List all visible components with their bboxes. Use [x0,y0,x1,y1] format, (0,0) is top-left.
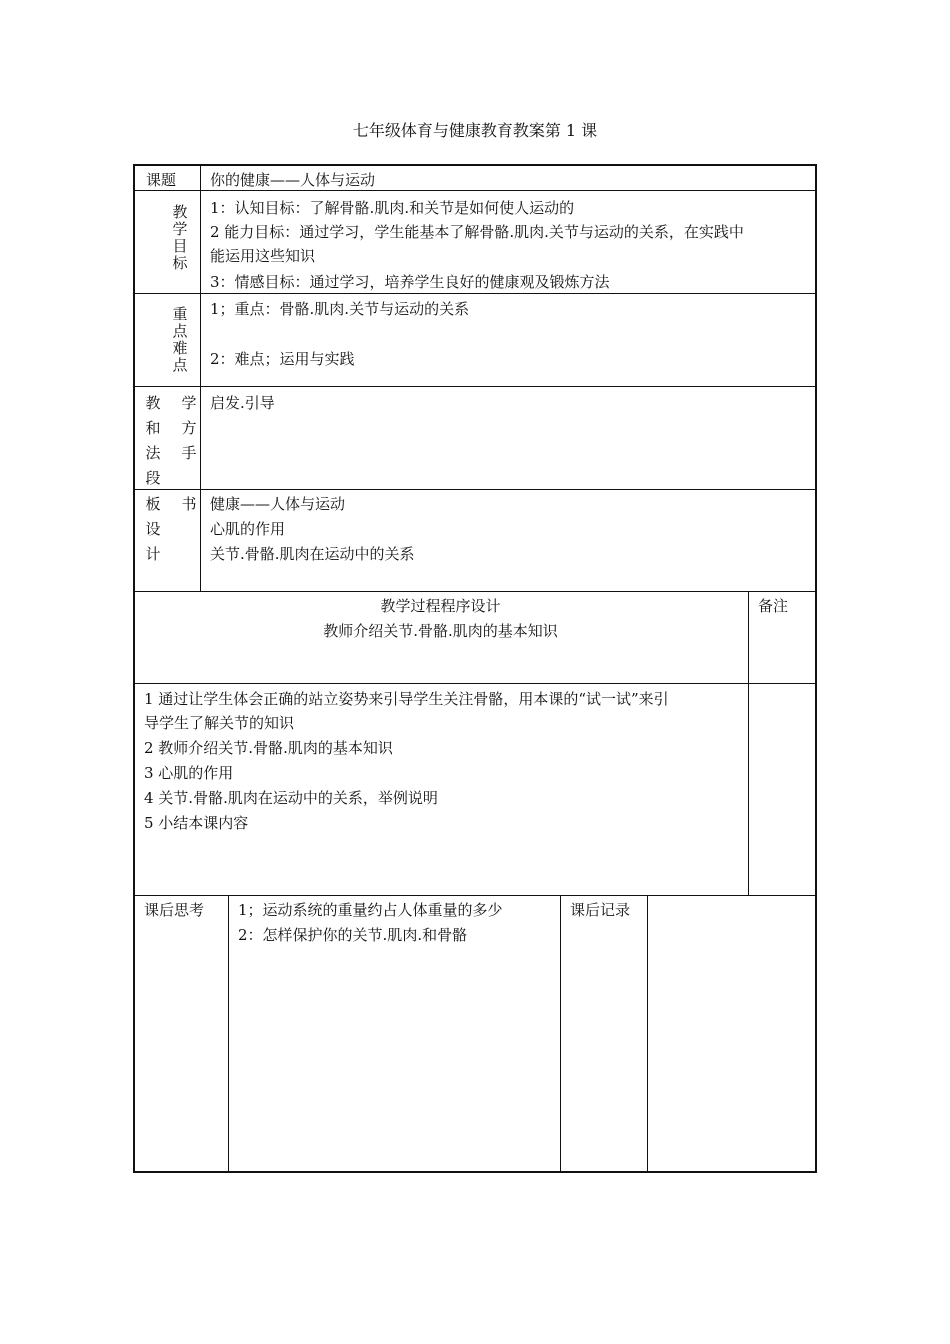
column-divider [748,591,749,896]
objectives-label: 教 学 目 标 [172,203,188,272]
topic-label: 课题 [146,171,177,189]
column-divider [200,164,201,592]
column-divider [647,895,648,1173]
remarks-label: 备注 [758,597,789,615]
process-line: 5 小结本课内容 [144,814,249,832]
column-divider [228,895,229,1173]
methods-label: 教 学 和 方 法 手 段 [145,394,197,487]
objective-line: 能运用这些知识 [210,247,316,265]
process-subheader: 教师介绍关节.骨骼.肌肉的基本知识 [323,622,558,640]
thinking-line: 2：怎样保护你的关节.肌肉.和骨骼 [238,926,468,944]
board-line: 健康——人体与运动 [210,495,346,513]
row-divider [133,683,817,684]
methods-value: 启发.引导 [210,394,275,412]
process-line: 3 心肌的作用 [144,764,234,782]
after-class-record-label: 课后记录 [570,901,631,919]
row-divider [133,386,817,387]
row-divider [133,489,817,490]
process-header: 教学过程程序设计 [380,597,501,615]
process-line: 4 关节.骨骼.肌肉在运动中的关系，举例说明 [144,789,438,807]
process-line: 1 通过让学生体会正确的站立姿势来引导学生关注骨骼，用本课的“试一试”来引 [144,690,669,708]
board-design-label: 板 书 设 计 [145,495,197,563]
objective-line: 2 能力目标：通过学习，学生能基本了解骨骼.肌肉.关节与运动的关系，在实践中 [210,223,744,241]
process-line: 2 教师介绍关节.骨骼.肌肉的基本知识 [144,739,393,757]
row-divider [133,591,817,592]
objective-line: 1：认知目标：了解骨骼.肌肉.和关节是如何使人运动的 [210,199,575,217]
process-line: 导学生了解关节的知识 [144,714,295,732]
key-point-line: 1；重点：骨骼.肌肉.关节与运动的关系 [210,300,470,318]
objective-line: 3：情感目标：通过学习，培养学生良好的健康观及锻炼方法 [210,273,610,291]
board-line: 心肌的作用 [210,520,286,538]
document-title: 七年级体育与健康教育教案第 1 课 [352,121,598,140]
thinking-line: 1；运动系统的重量约占人体重量的多少 [238,901,503,919]
board-line: 关节.骨骼.肌肉在运动中的关系 [210,545,415,563]
topic-value: 你的健康——人体与运动 [210,171,376,189]
after-class-thinking-label: 课后思考 [144,901,205,919]
difficulty-line: 2：难点；运用与实践 [210,350,355,368]
key-points-label: 重 点 难 点 [172,305,188,374]
column-divider [560,895,561,1173]
row-divider [133,895,817,896]
